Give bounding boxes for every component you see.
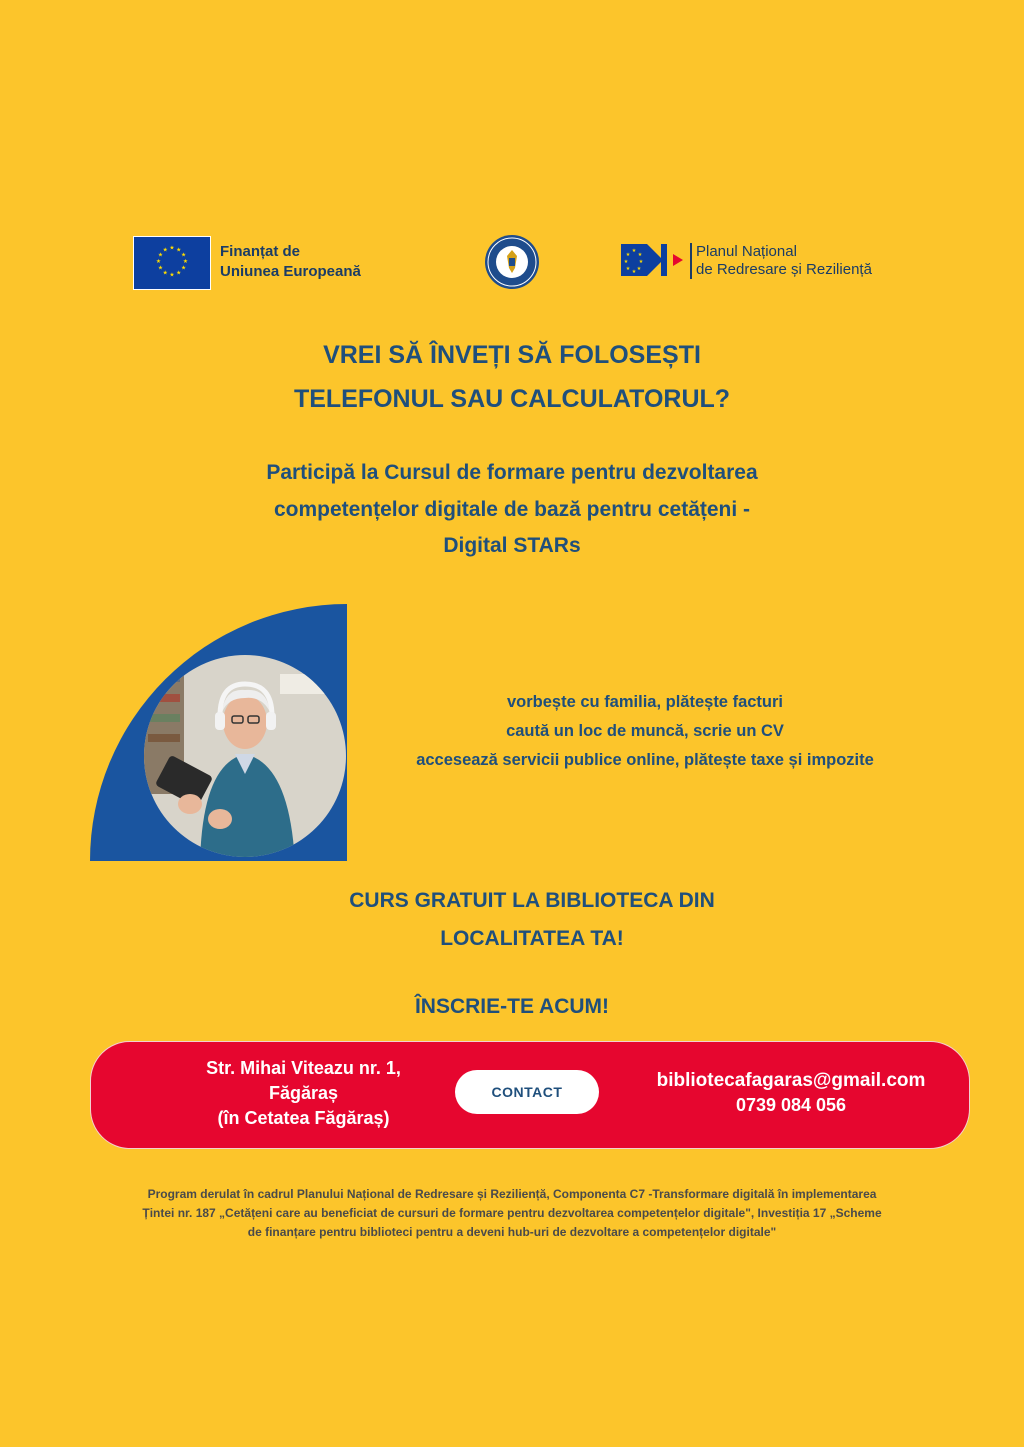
library-address xyxy=(181,1056,426,1131)
pnrr-label-line1: Planul Național xyxy=(696,243,797,260)
benefit-item: accesează servicii publice online, plătește taxe și impozite xyxy=(416,751,874,769)
senior-with-tablet-photo xyxy=(90,604,347,861)
footnote-line3: de finanțare pentru biblioteci pentru a deveni hub-uri de dezvoltare a competențelor digitale" xyxy=(247,1225,777,1239)
contact-email[interactable]: bibliotecafagaras@gmail.com xyxy=(656,1070,926,1091)
subhead-line1: Participă la Cursul de formare pentru dezvoltarea xyxy=(266,461,758,484)
svg-text:★: ★ xyxy=(162,270,168,277)
eu-label-line1: Finanțat de xyxy=(220,243,301,260)
svg-text:★: ★ xyxy=(637,252,643,258)
svg-text:★: ★ xyxy=(625,252,631,258)
svg-text:★: ★ xyxy=(625,266,631,272)
svg-text:★: ★ xyxy=(157,252,164,259)
svg-text:★: ★ xyxy=(162,247,168,254)
svg-text:★: ★ xyxy=(636,266,642,272)
svg-text:★: ★ xyxy=(176,270,182,277)
svg-text:★: ★ xyxy=(157,265,164,272)
footnote-line2: Țintei nr. 187 „Cetățeni care au beneficiat de cursuri de formare pentru dezvoltarea competențelor digitale", Investiția 17 „Scheme xyxy=(142,1206,882,1220)
eu-label-line2: Uniunea Europeană xyxy=(220,263,361,280)
benefit-item: caută un loc de muncă, scrie un CV xyxy=(506,722,784,740)
address-line2: Făgăraș xyxy=(268,1083,339,1103)
guvernul-romaniei-seal-icon xyxy=(484,234,540,290)
svg-text:★: ★ xyxy=(155,259,162,265)
benefit-item: vorbește cu familia, plătește facturi xyxy=(506,693,783,711)
program-footnote xyxy=(120,1185,904,1242)
contact-bar xyxy=(90,1041,970,1149)
cta-line2: LOCALITATEA TA! xyxy=(440,927,624,950)
contact-button[interactable]: CONTACT xyxy=(455,1070,599,1114)
headline-line1: VREI SĂ ÎNVEȚI SĂ FOLOSEȘTI xyxy=(323,341,701,369)
svg-text:★: ★ xyxy=(623,259,629,265)
svg-text:★: ★ xyxy=(176,247,182,254)
free-course-callout xyxy=(0,882,1024,958)
logos-row xyxy=(0,234,1024,294)
address-line3: (în Cetatea Făgăraș) xyxy=(217,1108,390,1128)
svg-text:★: ★ xyxy=(169,272,175,279)
pnrr-logo-icon xyxy=(621,242,685,278)
svg-text:★: ★ xyxy=(180,252,187,259)
headline-line2: TELEFONUL SAU CALCULATORUL? xyxy=(293,385,731,413)
pnrr-label-line2: de Redresare și Reziliență xyxy=(696,261,872,278)
footnote-line1: Program derulat în cadrul Planului Național de Redresare și Reziliență, Componenta C7 -Transformare digitală în implementarea xyxy=(147,1187,877,1201)
subhead-line2: competențelor digitale de bază pentru cetățeni - xyxy=(273,497,751,521)
eu-funding-label xyxy=(220,242,361,282)
signup-callout: ÎNSCRIE-TE ACUM! xyxy=(414,995,610,1018)
subhead-line3: Digital STARs xyxy=(443,534,581,557)
cta-line1: CURS GRATUIT LA BIBLIOTECA DIN xyxy=(349,889,715,912)
svg-text:★: ★ xyxy=(169,245,175,252)
svg-text:★: ★ xyxy=(180,265,187,272)
svg-text:★: ★ xyxy=(182,259,189,265)
svg-text:★: ★ xyxy=(631,269,637,275)
main-headline xyxy=(0,333,1024,421)
benefits-list xyxy=(380,688,910,775)
svg-text:★: ★ xyxy=(638,259,644,265)
address-line1: Str. Mihai Viteazu nr. 1, xyxy=(206,1058,401,1078)
course-description xyxy=(0,455,1024,565)
svg-text:★: ★ xyxy=(631,248,637,254)
eu-flag-icon xyxy=(133,236,211,290)
contact-details xyxy=(611,1068,971,1118)
pnrr-label xyxy=(690,243,872,279)
contact-phone[interactable]: 0739 084 056 xyxy=(735,1095,847,1115)
